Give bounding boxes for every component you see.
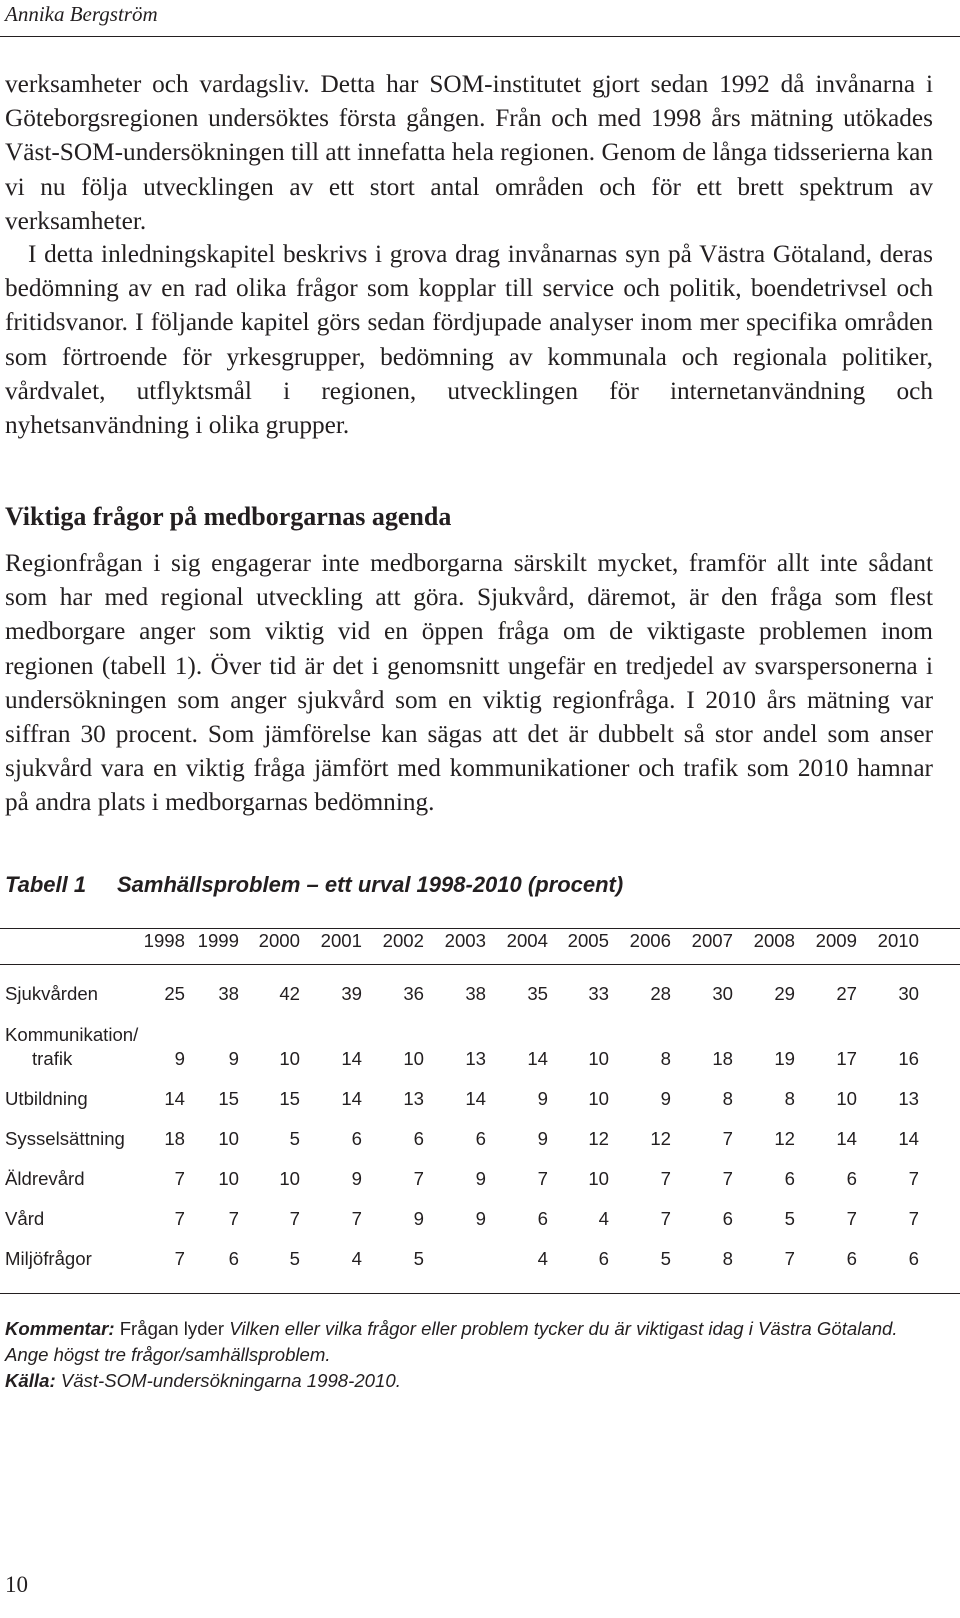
table-cell: 7 <box>722 1168 733 1189</box>
table-cell: 9 <box>228 1048 239 1069</box>
table-cell: 7 <box>908 1168 919 1189</box>
body-paragraph-2-text: I detta inledningskapitel beskrivs i grova drag invånarnas syn på Västra Götaland, deras bedömning av en rad olika frågor som kopplar till service och politik, boendetrivsel och fritidsvanor. I följande kapitel görs sedan fördjupade analyser inom mer specifika områden som förtroende för yrkesgrupper, bedömning av kommunala och regionala politiker, vårdvalet, utflyktsmål i regionen, utvecklingen för internetanvändning och nyhetsanvändning i olika grupper. <box>5 240 933 440</box>
table-row-label: Miljöfrågor <box>5 1248 92 1269</box>
table-row-label: Utbildning <box>5 1088 88 1109</box>
table-cell: 6 <box>537 1208 548 1229</box>
table-cell: 9 <box>351 1168 362 1189</box>
table-cell: 19 <box>774 1048 795 1069</box>
table-cell: 7 <box>289 1208 300 1229</box>
source-text: Väst-SOM-undersökningarna 1998-2010. <box>60 1370 401 1391</box>
table-cell: 8 <box>722 1248 733 1269</box>
table-cell: 6 <box>228 1248 239 1269</box>
table-cell: 9 <box>475 1168 486 1189</box>
table-cell: 14 <box>527 1048 548 1069</box>
table-cell: 30 <box>898 983 919 1004</box>
table-cell: 6 <box>351 1128 362 1149</box>
table-cell: 7 <box>413 1168 424 1189</box>
table-cell: 10 <box>403 1048 424 1069</box>
table-cell: 12 <box>650 1128 671 1149</box>
table-cell: 14 <box>898 1128 919 1149</box>
table-cell: 9 <box>537 1088 548 1109</box>
table-cell: 6 <box>846 1248 857 1269</box>
table-cell: 7 <box>784 1248 795 1269</box>
table-header-year: 2010 <box>877 930 919 951</box>
table-cell: 7 <box>174 1208 185 1229</box>
table-cell: 28 <box>650 983 671 1004</box>
running-head: Annika Bergström <box>5 2 158 26</box>
table-rule-top <box>0 928 960 929</box>
table-cell: 36 <box>403 983 424 1004</box>
table-cell: 7 <box>908 1208 919 1229</box>
comment-question: Vilken eller vilka frågor eller problem tycker du är viktigast idag i Västra Götaland. Ange högst tre frågor/samhällsproblem. <box>5 1318 898 1365</box>
table-cell: 9 <box>475 1208 486 1229</box>
table-cell: 10 <box>279 1048 300 1069</box>
table-cell: 13 <box>465 1048 486 1069</box>
table-cell: 38 <box>465 983 486 1004</box>
table-cell: 42 <box>279 983 300 1004</box>
table-row-label: Sysselsättning <box>5 1128 125 1149</box>
table-cell: 6 <box>908 1248 919 1269</box>
table-cell: 10 <box>588 1168 609 1189</box>
table-cell: 35 <box>527 983 548 1004</box>
table-cell: 33 <box>588 983 609 1004</box>
table-cell: 7 <box>537 1168 548 1189</box>
source-label: Källa: <box>5 1370 56 1391</box>
header-rule <box>0 36 960 37</box>
table-header-year: 1999 <box>197 930 239 951</box>
table-cell: 6 <box>475 1128 486 1149</box>
table-note <box>5 1316 940 1394</box>
table-caption <box>5 872 623 898</box>
table-cell: 14 <box>164 1088 185 1109</box>
table-number: Tabell 1 <box>5 872 87 897</box>
table-row-label: Sjukvården <box>5 983 99 1004</box>
table-cell: 4 <box>537 1248 548 1269</box>
table-cell: 5 <box>289 1248 300 1269</box>
table-cell: 10 <box>588 1088 609 1109</box>
table-cell: 15 <box>218 1088 239 1109</box>
table-cell: 10 <box>218 1128 239 1149</box>
table-header-year: 2002 <box>382 930 424 951</box>
table-cell: 4 <box>351 1248 362 1269</box>
table-cell: 9 <box>537 1128 548 1149</box>
table-header-year: 2008 <box>753 930 795 951</box>
table-cell: 10 <box>836 1088 857 1109</box>
table-cell: 14 <box>341 1048 362 1069</box>
table-rule-header <box>0 964 960 965</box>
table-cell: 7 <box>846 1208 857 1229</box>
table-cell: 10 <box>588 1048 609 1069</box>
table-cell: 9 <box>174 1048 185 1069</box>
table-cell: 12 <box>588 1128 609 1149</box>
table-header-year: 2004 <box>506 930 548 951</box>
table-cell: 15 <box>279 1088 300 1109</box>
table-header-year: 2009 <box>815 930 857 951</box>
table-cell: 7 <box>174 1168 185 1189</box>
table-header-year: 2005 <box>567 930 609 951</box>
table-cell: 25 <box>164 983 185 1004</box>
table-cell: 14 <box>341 1088 362 1109</box>
table-cell: 7 <box>228 1208 239 1229</box>
table-cell: 7 <box>174 1248 185 1269</box>
table-cell: 9 <box>413 1208 424 1229</box>
table-cell: 7 <box>722 1128 733 1149</box>
table-cell: 18 <box>712 1048 733 1069</box>
table-cell: 8 <box>784 1088 795 1109</box>
table-cell: 6 <box>722 1208 733 1229</box>
table-row-label: Vård <box>5 1208 45 1229</box>
table-header-year: 2000 <box>258 930 300 951</box>
table-cell: 17 <box>836 1048 857 1069</box>
table-cell: 13 <box>403 1088 424 1109</box>
table-cell: 10 <box>218 1168 239 1189</box>
table-row-label: Äldrevård <box>5 1168 85 1189</box>
table-cell: 7 <box>660 1208 671 1229</box>
table-header-year: 2001 <box>320 930 362 951</box>
table-cell: 13 <box>898 1088 919 1109</box>
table-cell: 38 <box>218 983 239 1004</box>
table-cell: 5 <box>413 1248 424 1269</box>
page-number: 10 <box>5 1572 28 1597</box>
body-paragraph-2 <box>5 237 933 442</box>
table-cell: 5 <box>660 1248 671 1269</box>
table-header-year: 1998 <box>143 930 185 951</box>
table-cell: 29 <box>774 983 795 1004</box>
table-cell: 7 <box>660 1168 671 1189</box>
table-cell: 14 <box>465 1088 486 1109</box>
table-cell: 6 <box>598 1248 609 1269</box>
table-row-label: Kommunikation/ <box>5 1024 139 1045</box>
table-rule-bottom <box>0 1293 960 1294</box>
table-cell: 12 <box>774 1128 795 1149</box>
table-header-year: 2003 <box>444 930 486 951</box>
table-header-year: 2006 <box>629 930 671 951</box>
table-cell: 8 <box>660 1048 671 1069</box>
table-cell: 5 <box>784 1208 795 1229</box>
table-cell: 39 <box>341 983 362 1004</box>
table-cell: 10 <box>279 1168 300 1189</box>
table-cell: 6 <box>784 1168 795 1189</box>
table-cell: 16 <box>898 1048 919 1069</box>
table-cell: 7 <box>351 1208 362 1229</box>
table-cell: 5 <box>289 1128 300 1149</box>
table-cell: 9 <box>660 1088 671 1109</box>
table-cell: 14 <box>836 1128 857 1149</box>
body-paragraph-1: verksamheter och vardagsliv. Detta har SOM-institutet gjort sedan 1992 då invånarna i Göteborgsregionen undersöktes första gången. Från och med 1998 års mätning utökades Väst-SOM-undersökningen till att innefatta hela regionen. Genom de långa tidsserierna kan vi nu följa utvecklingen av ett stort antal områden och för ett brett spektrum av verksamheter. <box>5 70 933 235</box>
table-title: Samhällsproblem – ett urval 1998-2010 (procent) <box>117 872 624 897</box>
section-heading: Viktiga frågor på medborgarnas agenda <box>5 502 452 531</box>
table-cell: 18 <box>164 1128 185 1149</box>
table-row-label-continued: trafik <box>32 1048 73 1069</box>
table-header-year: 2007 <box>691 930 733 951</box>
table-cell: 6 <box>413 1128 424 1149</box>
table-cell: 6 <box>846 1168 857 1189</box>
body-paragraph-3: Regionfrågan i sig engagerar inte medborgarna särskilt mycket, framför allt inte sådant som har med regional utveckling att göra. Sjukvård, däremot, är den fråga som flest medborgare anger som viktig vid en öppen fråga om de viktigaste problemen inom regionen (tabell 1). Över tid är det i genomsnitt ungefär en tredjedel av svarspersonerna i undersökningen som anger sjukvård som en viktig regionfråga. I 2010 års mätning var siffran 30 procent. Som jämförelse kan sägas att det är dubbelt så stor andel som anser sjukvård vara en viktig fråga jämfört med kommunikationer och trafik som 2010 hamnar på andra plats i medborgarnas bedömning. <box>5 549 933 817</box>
comment-text: Frågan lyder <box>119 1318 225 1339</box>
comment-label: Kommentar: <box>5 1318 115 1339</box>
table-cell: 8 <box>722 1088 733 1109</box>
table-cell: 27 <box>836 983 857 1004</box>
table-cell: 30 <box>712 983 733 1004</box>
table-cell: 4 <box>598 1208 609 1229</box>
